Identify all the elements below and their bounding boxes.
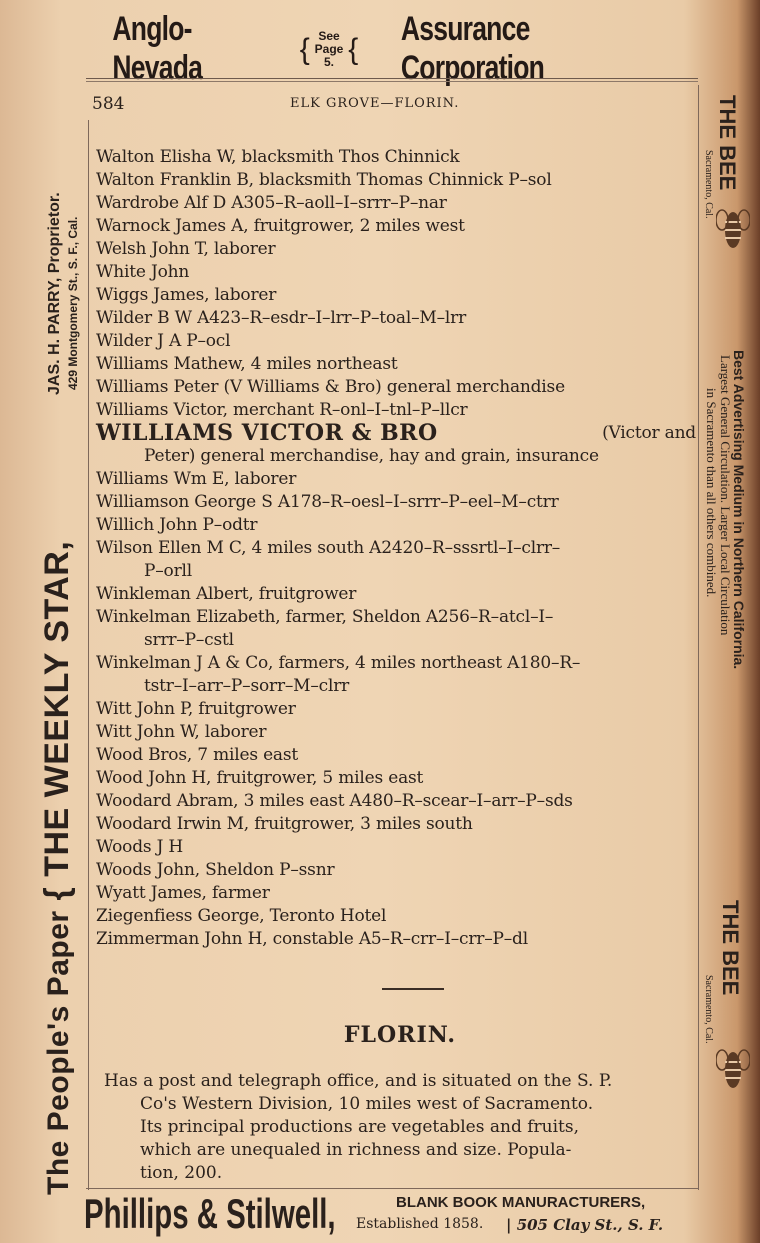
directory-entry <box>96 491 696 514</box>
directory-entry <box>96 514 696 537</box>
directory-entry-text: Williams Victor, merchant R–onl–I–tnl–P–llcr <box>96 400 468 420</box>
directory-entry <box>96 606 696 629</box>
directory-entry <box>96 284 696 307</box>
directory-entry-text: Woodard Abram, 3 miles east A480–R–scear–I–arr–P–sds <box>96 791 573 811</box>
directory-entry <box>96 353 696 376</box>
directory-entry-text: Williams Wm E, laborer <box>96 469 297 489</box>
footer-rule <box>86 1188 698 1189</box>
left-margin-proprietor: JAS. H. PARRY, Proprietor. <box>46 192 63 395</box>
directory-entry-text: White John <box>96 262 190 282</box>
directory-entry <box>96 422 696 445</box>
directory-entry-text: Warnock James A, fruitgrower, 2 miles west <box>96 216 465 236</box>
footer-advertisement <box>84 1190 704 1240</box>
page-number: 584 <box>92 94 125 114</box>
directory-entry-text: Wilder J A P–ocl <box>96 331 231 351</box>
left-brace-glyph: { <box>299 32 310 66</box>
section-separator <box>382 988 444 990</box>
directory-entry-text: Williamson George S A178–R–oesl–I–srrr–P–eel–M–ctrr <box>96 492 559 512</box>
paragraph-line: which are unequaled in richness and size. Popula- <box>140 1140 572 1160</box>
directory-entry <box>96 882 696 905</box>
directory-entry <box>96 790 696 813</box>
directory-entry <box>96 698 696 721</box>
directory-entry-text: Winkelman Elizabeth, farmer, Sheldon A256–R–atcl–I– <box>96 607 554 627</box>
left-margin-address: 429 Montgomery St., S. F., Cal. <box>66 216 80 390</box>
directory-entry <box>96 215 696 238</box>
left-margin-main <box>38 541 77 1195</box>
directory-entry-continuation <box>96 445 696 468</box>
directory-entry <box>96 859 696 882</box>
right-margin-in-sacramento: in Sacramento than all others combined. <box>704 388 719 598</box>
directory-entry-text: Wardrobe Alf D A305–R–aoll–I–srrr–P–nar <box>96 193 447 213</box>
directory-entry-continuation <box>96 560 696 583</box>
directory-entry <box>96 330 696 353</box>
right-margin-the-bee-top: THE BEE <box>715 95 740 191</box>
directory-entry-text: Willich John P–odtr <box>96 515 258 535</box>
directory-entry-text: Wiggs James, laborer <box>96 285 277 305</box>
directory-entry <box>96 307 696 330</box>
directory-entry-continuation <box>96 675 696 698</box>
right-brace-glyph: { <box>348 32 359 66</box>
directory-entry-text: Williams Mathew, 4 miles northeast <box>96 354 398 374</box>
footer-established: Established 1858. <box>356 1216 484 1232</box>
directory-entry-text: Williams Peter (V Williams & Bro) general merchandise <box>96 377 565 397</box>
directory-entry-text: Wood Bros, 7 miles east <box>96 745 299 765</box>
directory-entry <box>96 146 696 169</box>
right-margin-the-bee-bottom: THE BEE <box>718 900 743 996</box>
directory-entry <box>96 468 696 491</box>
directory-entry-text: Ziegenfiess George, Teronto Hotel <box>96 906 387 926</box>
paragraph-line: Co's Western Division, 10 miles west of Sacramento. <box>140 1094 594 1114</box>
directory-entry-text: Wilson Ellen M C, 4 miles south A2420–R–sssrtl–I–clrr– <box>96 538 561 558</box>
directory-entry-text: (Victor and <box>602 423 696 443</box>
directory-entry-text: Zimmerman John H, constable A5–R–crr–I–crr–P–dl <box>96 929 528 949</box>
right-margin-largest: Largest General Circulation. Larger Local Circulation <box>718 355 733 636</box>
directory-entry <box>96 399 696 422</box>
section-title: FLORIN. <box>343 1022 457 1048</box>
directory-entry-text: Woods J H <box>96 837 184 857</box>
directory-entry <box>96 169 696 192</box>
directory-entry-text: Winkelman J A & Co, farmers, 4 miles northeast A180–R– <box>96 653 581 673</box>
directory-entry <box>96 905 696 928</box>
directory-entry <box>96 721 696 744</box>
running-head: ELK GROVE—FLORIN. <box>290 96 460 111</box>
directory-entry-text: srrr–P–cstl <box>144 630 234 650</box>
directory-entry <box>96 376 696 399</box>
directory-entry-text: Woodard Irwin M, fruitgrower, 3 miles south <box>96 814 473 834</box>
footer-address-text: 505 Clay St., S. F. <box>516 1216 664 1234</box>
directory-entry-text: tstr–I–arr–P–sorr–M–clrr <box>144 676 350 696</box>
directory-entry <box>96 537 696 560</box>
header-see-top: See <box>318 28 340 43</box>
directory-entry <box>96 652 696 675</box>
footer-company-name: Phillips & Stilwell, <box>84 1190 336 1237</box>
directory-entry <box>96 192 696 215</box>
header-rule-secondary <box>86 81 698 82</box>
directory-entry <box>96 928 696 951</box>
directory-entry-bold-name: WILLIAMS VICTOR & BRO <box>96 420 438 446</box>
header-advertisement <box>90 10 700 87</box>
left-margin-prefix: The People's Paper <box>42 910 75 1195</box>
bee-icon <box>716 200 750 260</box>
paragraph-line: Has a post and telegraph office, and is situated on the S. P. <box>104 1071 613 1091</box>
directory-entry <box>96 583 696 606</box>
directory-entry <box>96 261 696 284</box>
right-margin-best-medium: Best Advertising Medium in Northern California. <box>731 350 747 670</box>
right-margin-sacramento-top: Sacramento, Cal. <box>703 150 714 219</box>
directory-entry <box>96 813 696 836</box>
header-right-text: Assurance Corporation <box>401 10 545 87</box>
directory-entry <box>96 767 696 790</box>
directory-entry-text: Wood John H, fruitgrower, 5 miles east <box>96 768 424 788</box>
directory-entry-text: Witt John W, laborer <box>96 722 267 742</box>
paragraph-line: tion, 200. <box>140 1163 223 1183</box>
left-margin-title: THE WEEKLY STAR, <box>38 540 76 877</box>
directory-entry <box>96 238 696 261</box>
directory-entry <box>96 744 696 767</box>
directory-entries <box>96 146 696 951</box>
directory-entry-text: Winkleman Albert, fruitgrower <box>96 584 357 604</box>
bee-icon <box>716 1040 750 1100</box>
directory-entry <box>96 836 696 859</box>
paragraph-line: Its principal productions are vegetables and fruits, <box>140 1117 580 1137</box>
directory-entry-text: Wyatt James, farmer <box>96 883 270 903</box>
footer-business: BLANK BOOK MANURACTURERS, <box>396 1194 646 1211</box>
header-see-bottom: Page 5. <box>314 41 344 69</box>
section-paragraph <box>104 1070 694 1185</box>
directory-entry-text: Walton Franklin B, blacksmith Thomas Chinnick P–sol <box>96 170 552 190</box>
directory-entry-text: Wilder B W A423–R–esdr–I–lrr–P–toal–M–lrr <box>96 308 466 328</box>
header-left-text: Anglo-Nevada <box>112 10 203 87</box>
directory-entry-text: Welsh John T, laborer <box>96 239 276 259</box>
left-margin-brace: { <box>38 876 76 901</box>
directory-entry-text: Woods John, Sheldon P–ssnr <box>96 860 335 880</box>
directory-entry-continuation <box>96 629 696 652</box>
directory-entry-text: Peter) general merchandise, hay and grain, insurance <box>144 446 599 466</box>
directory-entry-text: Witt John P, fruitgrower <box>96 699 296 719</box>
header-rule <box>86 78 698 79</box>
footer-address: | 505 Clay St., S. F. <box>506 1216 664 1234</box>
header-see-reference <box>300 30 358 69</box>
directory-entry-text: Walton Elisha W, blacksmith Thos Chinnick <box>96 147 460 167</box>
right-margin-sacramento-bottom: Sacramento, Cal. <box>703 975 714 1044</box>
left-margin-advertisement <box>0 0 90 1243</box>
directory-entry-text: P–orll <box>144 561 192 581</box>
